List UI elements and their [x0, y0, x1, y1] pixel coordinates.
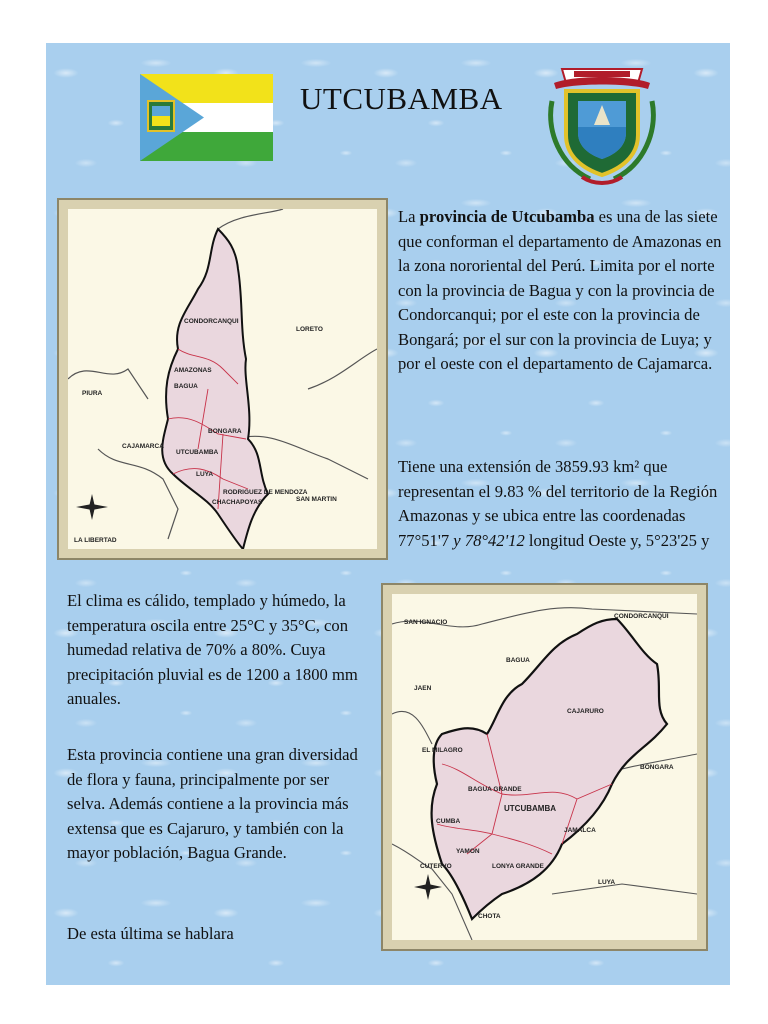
- map2-label-cutervo: CUTERVO: [420, 863, 452, 870]
- map2-label-baguagrande: BAGUA GRANDE: [468, 786, 522, 793]
- closing-paragraph: De esta última se hablara: [67, 924, 234, 943]
- map2-label-jaen: JAEN: [414, 685, 432, 692]
- amazonas-map: [59, 200, 386, 558]
- map1-label-bongara: BONGARA: [208, 428, 242, 435]
- page: [46, 43, 730, 985]
- map2-label-sanignacio: SAN IGNACIO: [404, 619, 448, 626]
- map1-label-bagua: BAGUA: [174, 383, 198, 390]
- map1-label-amazonas: AMAZONAS: [174, 367, 212, 374]
- compass-rose-icon: [76, 494, 108, 520]
- map1-label-sanmartin: SAN MARTIN: [296, 496, 337, 503]
- climate-paragraph: El clima es cálido, templado y húmedo, la temperatura oscila entre 25°C y 35°C, con humedad relativa de 70% a 80%. Cuya precipitación pluvial es de 1200 a 1800 mm anuales.: [67, 591, 358, 708]
- compass-rose-icon: [414, 874, 442, 900]
- utcubamba-map-drawing: [392, 594, 697, 940]
- map2-label-elmilagro: EL MILAGRO: [422, 747, 463, 754]
- map2-label-condorcanqui: CONDORCANQUI: [614, 613, 669, 620]
- biodiversity-paragraph: Esta provincia contiene una gran diversidad de flora y fauna, principalmente por ser selva. Además contiene a la provincia más extensa que es Cajaruro, y también con la mayor población, Bagua Grande.: [67, 745, 358, 862]
- map2-label-jamalca: JAMALCA: [564, 827, 596, 834]
- map2-label-luya: LUYA: [598, 879, 616, 886]
- map1-label-piura: PIURA: [82, 390, 103, 397]
- utcubamba-districts-map: [383, 585, 706, 949]
- amazonas-map-drawing: [68, 209, 377, 549]
- map1-label-condorcanqui: CONDORCANQUI: [184, 318, 239, 325]
- intro-paragraph: La provincia de Utcubamba es una de las siete que conforman el departamento de Amazonas en la zona nororiental del Perú. Limita por el norte con la provincia de Bagua y con la provincia de Condorcanqui; por el este con la provincia de Bongará; por el sur con la provincia de Luya; y por el oeste con el departamento de Cajamarca.: [398, 207, 722, 373]
- map2-label-bongara: BONGARA: [640, 764, 674, 771]
- map2-label-utcubamba: UTCUBAMBA: [504, 804, 556, 813]
- map1-label-rodriguez: RODRIGUEZ DE MENDOZA: [223, 489, 308, 496]
- coat-of-arms-icon: [544, 61, 660, 187]
- map1-label-chachapoyas: CHACHAPOYAS: [212, 499, 263, 506]
- page-title: UTCUBAMBA: [300, 81, 503, 116]
- map1-label-loreto: LORETO: [296, 326, 323, 333]
- map2-label-yamon: YAMON: [456, 848, 480, 855]
- map1-label-luya: LUYA: [196, 471, 214, 478]
- extension-paragraph: Tiene una extensión de 3859.93 km² que representan el 9.83 % del territorio de la Región Amazonas y se ubica entre las coordenadas 77°51'7 y 78°42'12 longitud Oeste y, 5°23'25 y: [398, 457, 718, 550]
- map1-label-cajamarca: CAJAMARCA: [122, 443, 164, 450]
- map2-label-chota: CHOTA: [478, 913, 501, 920]
- province-flag: [140, 74, 273, 161]
- map2-label-bagua: BAGUA: [506, 657, 530, 664]
- map2-label-lonyagrande: LONYA GRANDE: [492, 863, 544, 870]
- map1-label-utcubamba: UTCUBAMBA: [176, 449, 219, 456]
- map1-label-lalibertad: LA LIBERTAD: [74, 537, 117, 544]
- map2-label-cajaruro: CAJARURO: [567, 708, 604, 715]
- map2-label-cumba: CUMBA: [436, 818, 461, 825]
